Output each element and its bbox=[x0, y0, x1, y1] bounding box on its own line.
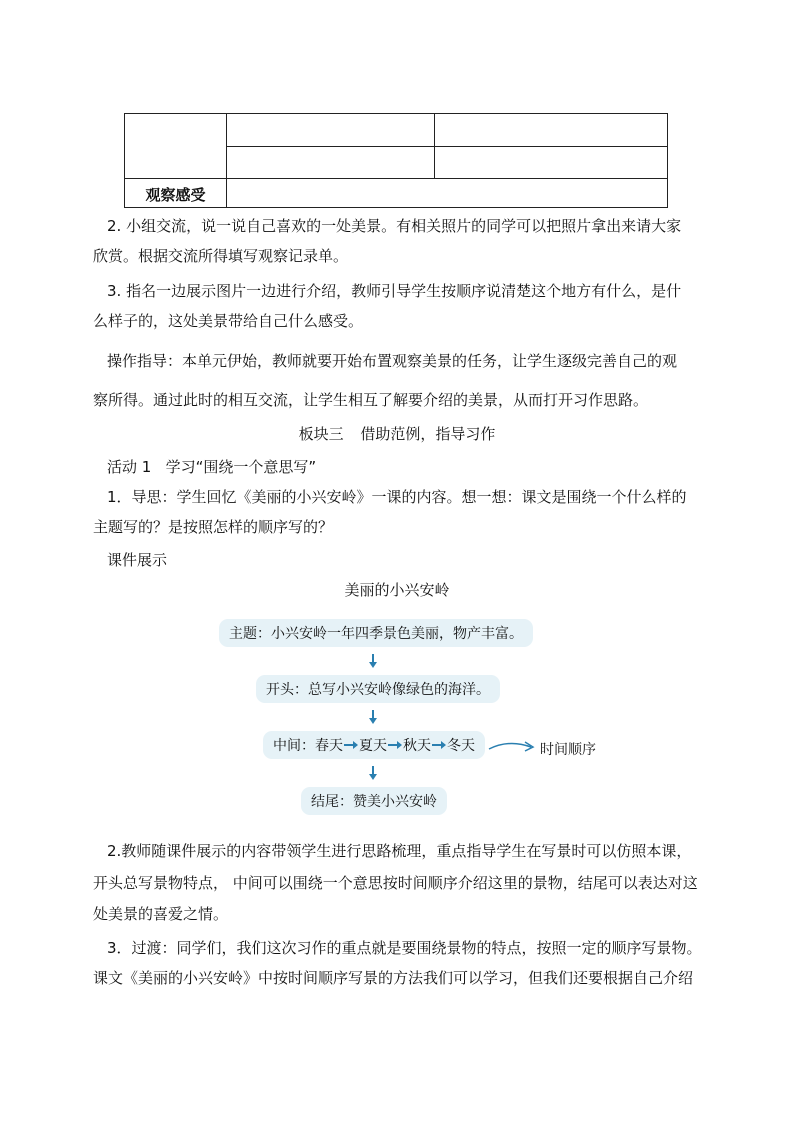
down-arrow-icon bbox=[368, 766, 378, 780]
time-order-label: 时间顺序 bbox=[540, 742, 596, 758]
paragraph-line: 2. 小组交流，说一说自己喜欢的一处美景。有相关照片的同学可以把照片拿出来请大家 bbox=[107, 217, 682, 235]
activity-heading bbox=[107, 457, 719, 477]
middle-prefix: 中间： bbox=[273, 738, 315, 754]
closing-line: 课文《美丽的小兴安岭》中按时间顺序写景的方法我们可以学习，但我们还要根据自己介绍 bbox=[93, 969, 694, 987]
paragraph-line: 3. 指名一边展示图片一边进行介绍，教师引导学生按顺序说清楚这个地方有什么，是什 bbox=[107, 282, 682, 300]
arrow-right-icon bbox=[344, 739, 358, 751]
table-divider bbox=[434, 114, 435, 179]
activity-title: 学习“围绕一个意思写” bbox=[165, 458, 317, 476]
season-summer: 夏天 bbox=[359, 738, 387, 754]
guide-line: 操作指导：本单元伊始，教师就要开始布置观察美景的任务，让学生逐级完善自己的观 bbox=[107, 352, 678, 370]
paragraph-line: 么样子的，这处美景带给自己什么感受。 bbox=[93, 312, 364, 330]
table-divider bbox=[226, 146, 668, 147]
guide1-line: 主题写的？是按照怎样的顺序写的？ bbox=[93, 518, 334, 536]
closing-line: 3．过渡：同学们，我们这次习作的重点就是要围绕景物的特点，按照一定的顺序写景物。 bbox=[107, 939, 702, 957]
diagram-title: 美丽的小兴安岭 bbox=[344, 581, 450, 599]
ending-box: 结尾：赞美小兴安岭 bbox=[301, 787, 447, 815]
opening-box: 开头：总写小兴安岭像绿色的海洋。 bbox=[256, 675, 500, 703]
closing-line: 处美景的喜爱之情。 bbox=[93, 905, 229, 923]
theme-box: 主题：小兴安岭一年四季景色美丽，物产丰富。 bbox=[219, 619, 533, 647]
down-arrow-icon bbox=[368, 654, 378, 668]
section-title: 借助范例，指导习作 bbox=[360, 425, 496, 443]
closing-line: 开头总写景物特点， 中间可以围绕一个意思按时间顺序介绍这里的景物，结尾可以表达对这 bbox=[93, 874, 698, 892]
paragraph-line: 欣赏。根据交流所得填写观察记录单。 bbox=[93, 247, 349, 265]
season-autumn: 秋天 bbox=[403, 738, 431, 754]
table-divider bbox=[226, 178, 227, 208]
down-arrow-icon bbox=[368, 710, 378, 724]
activity-label: 活动 1 bbox=[107, 458, 152, 476]
section-heading bbox=[0, 424, 794, 444]
arrow-right-icon bbox=[388, 739, 402, 751]
season-winter: 冬天 bbox=[447, 738, 475, 754]
curved-arrow-icon bbox=[487, 737, 539, 757]
table-label-feeling: 观察感受 bbox=[145, 185, 206, 204]
observation-table bbox=[124, 113, 668, 208]
section-part: 板块三 bbox=[298, 425, 344, 443]
closing-line: 2.教师随课件展示的内容带领学生进行思路梳理，重点指导学生在写景时可以仿照本课， bbox=[107, 842, 692, 860]
guide1-line: 1．导思：学生回忆《美丽的小兴安岭》一课的内容。想一想：课文是围绕一个什么样的 bbox=[107, 488, 687, 506]
arrow-right-icon bbox=[432, 739, 446, 751]
season-spring: 春天 bbox=[315, 738, 343, 754]
guide-line: 察所得。通过此时的相互交流，让学生相互了解要介绍的美景，从而打开习作思路。 bbox=[93, 391, 649, 409]
courseware-label: 课件展示 bbox=[107, 551, 168, 569]
middle-box bbox=[263, 731, 485, 759]
